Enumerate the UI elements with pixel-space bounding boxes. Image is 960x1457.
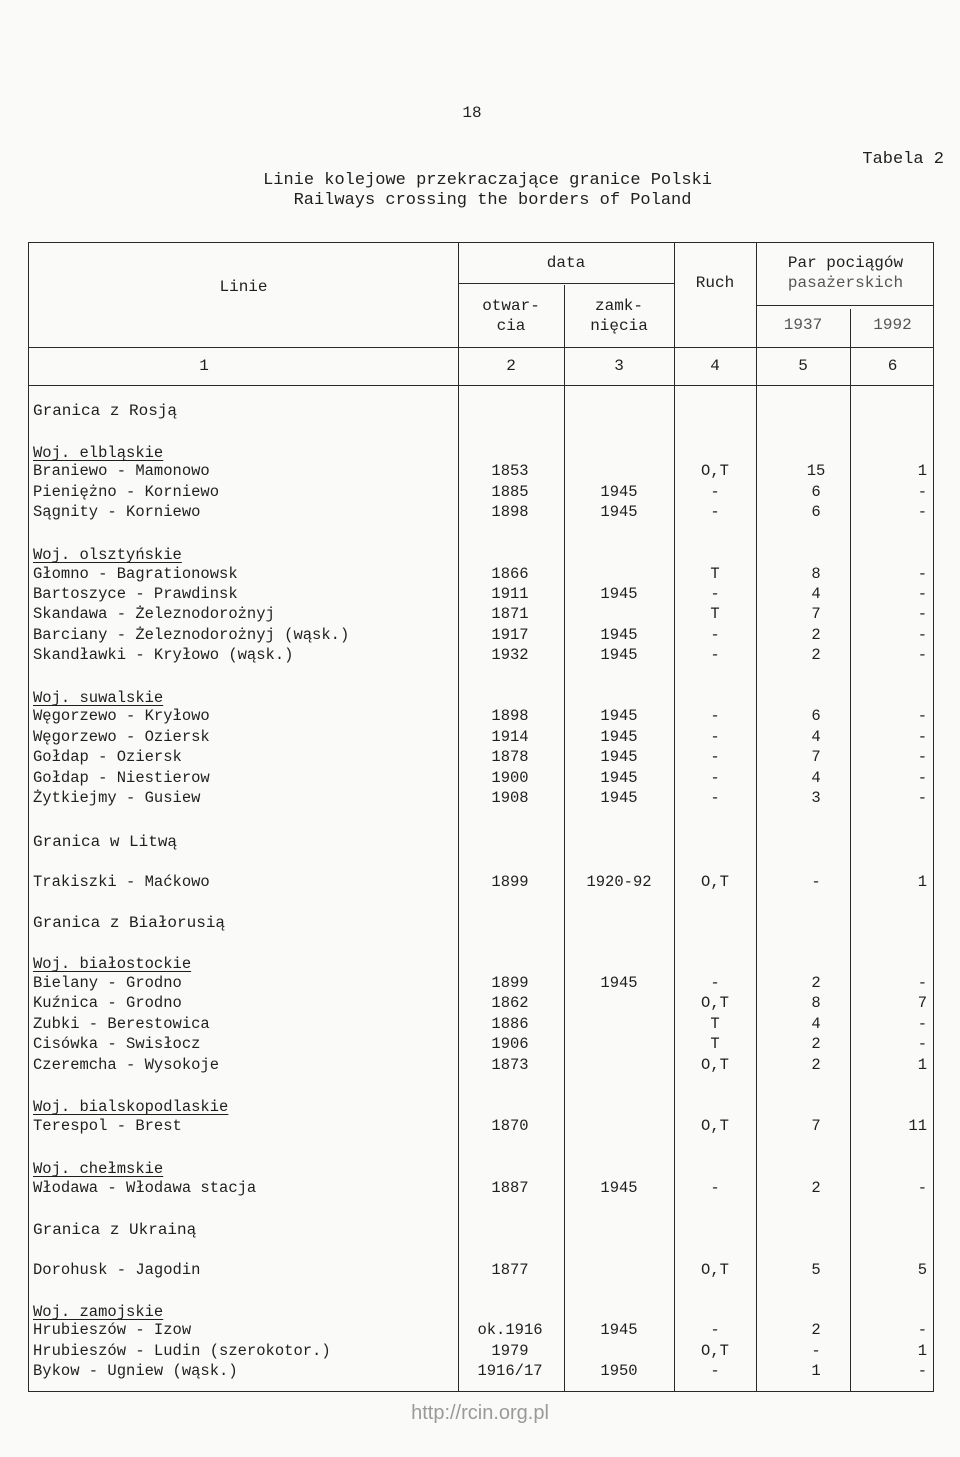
cell-c4: -	[710, 1179, 720, 1197]
border-section-heading	[29, 832, 935, 852]
cell-c1: Granica w Litwą	[33, 833, 178, 851]
cell-c6: -	[917, 626, 927, 644]
cell-c4: -	[710, 483, 720, 501]
cell-c2: 1853	[491, 462, 529, 480]
table-row	[29, 461, 935, 481]
table-row	[29, 1260, 935, 1280]
voivodeship-heading	[29, 1159, 935, 1179]
cell-c4: -	[710, 728, 720, 746]
table-row	[29, 727, 935, 747]
cell-c4: O,T	[701, 994, 729, 1012]
cell-c6: 7	[917, 994, 927, 1012]
cell-c1: Głomno - Bagrationowsk	[33, 565, 238, 583]
cell-c5: 2	[811, 646, 821, 664]
cell-c5: 2	[811, 1179, 821, 1197]
border-section-heading	[29, 1220, 935, 1240]
cell-c3: 1945	[600, 1321, 638, 1339]
header-par-2: pasażerskich	[787, 274, 904, 292]
cell-c2: 1906	[491, 1035, 529, 1053]
cell-c1: Terespol - Brest	[33, 1117, 182, 1135]
cell-c4: O,T	[701, 1342, 729, 1360]
cell-c3: 1945	[600, 728, 638, 746]
table-row	[29, 1116, 935, 1136]
cell-c4: -	[710, 974, 720, 992]
cell-c2: 1866	[491, 565, 529, 583]
voivodeship-heading	[29, 443, 935, 463]
cell-c2: 1899	[491, 974, 529, 992]
header-par-1: Par pociągów	[787, 254, 904, 272]
cell-c3: 1945	[600, 483, 638, 501]
col-number-5: 5	[798, 357, 808, 375]
title-english: Railways crossing the borders of Poland	[293, 191, 692, 210]
table-row	[29, 1361, 935, 1381]
col-number-2: 2	[506, 357, 516, 375]
voivodeship-heading	[29, 1097, 935, 1117]
table-row	[29, 768, 935, 788]
cell-c6: -	[917, 605, 927, 623]
table-row	[29, 625, 935, 645]
table-row	[29, 747, 935, 767]
cell-c2: 1900	[491, 769, 529, 787]
cell-c6: -	[917, 1179, 927, 1197]
cell-c4: -	[710, 789, 720, 807]
cell-c1: Skandławki - Kryłowo (wąsk.)	[33, 646, 294, 664]
cell-c5: 2	[811, 626, 821, 644]
cell-c3: 1945	[600, 789, 638, 807]
cell-c2: 1917	[491, 626, 529, 644]
pairs-header-line	[756, 305, 933, 306]
cell-c1: Bykow - Ugniew (wąsk.)	[33, 1362, 238, 1380]
cell-c4: -	[710, 646, 720, 664]
cell-c1: Woj. białostockie	[33, 955, 192, 973]
cell-c4: O,T	[701, 873, 729, 891]
cell-c1: Granica z Ukrainą	[33, 1221, 197, 1239]
cell-c1: Woj. chełmskie	[33, 1160, 164, 1178]
cell-c1: Węgorzewo - Kryłowo	[33, 707, 210, 725]
table-row	[29, 564, 935, 584]
table-row	[29, 502, 935, 522]
cell-c6: 1	[917, 462, 927, 480]
cell-c5: 1	[811, 1362, 821, 1380]
cell-c5: 4	[811, 769, 821, 787]
voivodeship-heading	[29, 688, 935, 708]
cell-c6: 1	[917, 1342, 927, 1360]
cell-c1: Woj. bialskopodlaskie	[33, 1098, 229, 1116]
cell-c2: 1870	[491, 1117, 529, 1135]
table-row	[29, 973, 935, 993]
cell-c2: 1871	[491, 605, 529, 623]
cell-c1: Trakiszki - Maćkowo	[33, 873, 210, 891]
cell-c4: T	[710, 1035, 720, 1053]
cell-c5: -	[811, 1342, 821, 1360]
cell-c5: 8	[811, 565, 821, 583]
cell-c2: 1886	[491, 1015, 529, 1033]
cell-c4: -	[710, 769, 720, 787]
cell-c3: 1945	[600, 974, 638, 992]
cell-c6: 5	[917, 1261, 927, 1279]
cell-c6: -	[917, 748, 927, 766]
header-bottom-line	[29, 347, 933, 348]
cell-c3: 1945	[600, 626, 638, 644]
cell-c2: 1914	[491, 728, 529, 746]
cell-c4: -	[710, 1362, 720, 1380]
cell-c4: -	[710, 1321, 720, 1339]
col-number-3: 3	[614, 357, 624, 375]
railways-table	[28, 242, 934, 1392]
cell-c4: O,T	[701, 1261, 729, 1279]
cell-c5: 2	[811, 1056, 821, 1074]
header-zamkniecia-2: nięcia	[590, 317, 648, 335]
cell-c5: 3	[811, 789, 821, 807]
cell-c1: Braniewo - Mamonowo	[33, 462, 210, 480]
table-row	[29, 788, 935, 808]
cell-c2: 1911	[491, 585, 529, 603]
cell-c1: Gołdap - Oziersk	[33, 748, 182, 766]
voivodeship-heading	[29, 954, 935, 974]
cell-c3: 1945	[600, 646, 638, 664]
cell-c6: 1	[917, 873, 927, 891]
cell-c3: 1945	[600, 748, 638, 766]
cell-c2: 1899	[491, 873, 529, 891]
cell-c6: -	[917, 974, 927, 992]
cell-c2: 1878	[491, 748, 529, 766]
cell-c1: Woj. zamojskie	[33, 1303, 164, 1321]
header-otwarcia-2: cia	[496, 317, 526, 335]
voivodeship-heading	[29, 545, 935, 565]
cell-c1: Hrubieszów - Izow	[33, 1321, 192, 1339]
table-row	[29, 1320, 935, 1340]
cell-c6: -	[917, 585, 927, 603]
cell-c1: Woj. elbląskie	[33, 444, 164, 462]
cell-c4: -	[710, 707, 720, 725]
cell-c1: Dorohusk - Jagodin	[33, 1261, 201, 1279]
cell-c5: 4	[811, 1015, 821, 1033]
cell-c5: 5	[811, 1261, 821, 1279]
cell-c2: 1898	[491, 707, 529, 725]
cell-c1: Węgorzewo - Oziersk	[33, 728, 210, 746]
cell-c6: 11	[908, 1117, 927, 1135]
header-zamkniecia-1: zamk-	[594, 297, 643, 315]
table-label: Tabela 2	[862, 150, 944, 169]
col-number-4: 4	[710, 357, 720, 375]
table-row	[29, 1014, 935, 1034]
cell-c1: Czeremcha - Wysokoje	[33, 1056, 220, 1074]
cell-c4: O,T	[701, 1117, 729, 1135]
cell-c3: 1950	[600, 1362, 638, 1380]
cell-c4: T	[710, 1015, 720, 1033]
cell-c5: 4	[811, 728, 821, 746]
cell-c2: 1877	[491, 1261, 529, 1279]
table-row	[29, 1055, 935, 1075]
cell-c5: 15	[806, 462, 826, 480]
cell-c5: 6	[811, 483, 821, 501]
cell-c5: -	[811, 873, 821, 891]
cell-c1: Gołdap - Niestierow	[33, 769, 210, 787]
cell-c5: 2	[811, 1035, 821, 1053]
cell-c1: Włodawa - Włodawa stacja	[33, 1179, 257, 1197]
cell-c2: ok.1916	[477, 1321, 543, 1339]
table-row	[29, 1034, 935, 1054]
title-polish: Linie kolejowe przekraczające granice Polski	[263, 171, 712, 190]
cell-c1: Zubki - Berestowica	[33, 1015, 210, 1033]
cell-c6: -	[917, 646, 927, 664]
cell-c1: Żytkiejmy - Gusiew	[33, 789, 201, 807]
table-row	[29, 584, 935, 604]
table-row	[29, 993, 935, 1013]
cell-c3: 1945	[600, 503, 638, 521]
border-section-heading	[29, 401, 935, 421]
table-row	[29, 604, 935, 624]
cell-c1: Kuźnica - Grodno	[33, 994, 182, 1012]
header-linie: Linie	[219, 278, 268, 296]
cell-c6: -	[917, 483, 927, 501]
cell-c6: -	[917, 1015, 927, 1033]
cell-c6: -	[917, 1362, 927, 1380]
cell-c6: -	[917, 789, 927, 807]
cell-c5: 7	[811, 1117, 821, 1135]
cell-c2: 1916/17	[477, 1362, 543, 1380]
cell-c5: 8	[811, 994, 821, 1012]
cell-c2: 1887	[491, 1179, 529, 1197]
table-row	[29, 645, 935, 665]
col-number-6: 6	[887, 357, 898, 375]
cell-c2: 1873	[491, 1056, 529, 1074]
data-header-line	[458, 283, 674, 284]
cell-c2: 1885	[491, 483, 529, 501]
page-number: 18	[462, 104, 482, 122]
cell-c4: -	[710, 503, 720, 521]
header-ruch: Ruch	[695, 274, 735, 292]
cell-c2: 1908	[491, 789, 529, 807]
header-data: data	[546, 254, 586, 272]
cell-c4: O,T	[701, 462, 729, 480]
cell-c1: Barciany - Żeleznodorożnyj (wąsk.)	[33, 626, 350, 644]
cell-c1: Woj. olsztyńskie	[33, 546, 182, 564]
cell-c2: 1932	[491, 646, 529, 664]
cell-c4: -	[710, 748, 720, 766]
cell-c2: 1862	[491, 994, 529, 1012]
cell-c1: Pieniężno - Korniewo	[33, 483, 220, 501]
cell-c6: 1	[917, 1056, 927, 1074]
cell-c2: 1979	[491, 1342, 529, 1360]
cell-c2: 1898	[491, 503, 529, 521]
header-otwarcia-1: otwar-	[482, 297, 540, 315]
cell-c5: 2	[811, 974, 821, 992]
header-year-1992: 1992	[873, 316, 912, 334]
cell-c5: 7	[811, 748, 821, 766]
cell-c1: Granica z Rosją	[33, 402, 178, 420]
cell-c6: -	[917, 503, 927, 521]
cell-c5: 7	[811, 605, 821, 623]
cell-c3: 1945	[600, 1179, 638, 1197]
cell-c4: T	[710, 565, 720, 583]
cell-c1: Granica z Białorusią	[33, 914, 226, 932]
cell-c4: T	[710, 605, 720, 623]
cell-c1: Hrubieszów - Ludin (szerokotor.)	[33, 1342, 331, 1360]
cell-c1: Bielany - Grodno	[33, 974, 182, 992]
cell-c4: -	[710, 626, 720, 644]
cell-c5: 6	[811, 707, 821, 725]
cell-c1: Bartoszyce - Prawdinsk	[33, 585, 238, 603]
cell-c4: -	[710, 585, 720, 603]
cell-c5: 2	[811, 1321, 821, 1339]
cell-c1: Sągnity - Korniewo	[33, 503, 201, 521]
cell-c3: 1945	[600, 707, 638, 725]
cell-c6: -	[917, 728, 927, 746]
cell-c6: -	[917, 565, 927, 583]
cell-c4: O,T	[701, 1056, 729, 1074]
watermark-url: http://rcin.org.pl	[411, 1402, 549, 1424]
voivodeship-heading	[29, 1302, 935, 1322]
table-row	[29, 1341, 935, 1361]
cell-c3: 1945	[600, 769, 638, 787]
cell-c5: 4	[811, 585, 821, 603]
cell-c1: Woj. suwalskie	[33, 689, 164, 707]
cell-c1: Cisówka - Swisłocz	[33, 1035, 201, 1053]
cell-c3: 1920-92	[586, 873, 652, 891]
cell-c3: 1945	[600, 585, 638, 603]
table-row	[29, 872, 935, 892]
cell-c6: -	[917, 1035, 927, 1053]
cell-c6: -	[917, 1321, 927, 1339]
numbers-bottom-line	[29, 385, 933, 386]
cell-c6: -	[917, 707, 927, 725]
header-year-1937: 1937	[783, 316, 823, 334]
cell-c5: 6	[811, 503, 821, 521]
table-row	[29, 706, 935, 726]
col-number-1: 1	[199, 357, 209, 375]
border-section-heading	[29, 913, 935, 933]
cell-c1: Skandawa - Żeleznodorożnyj	[33, 605, 275, 623]
cell-c6: -	[917, 769, 927, 787]
table-row	[29, 1178, 935, 1198]
table-row	[29, 482, 935, 502]
